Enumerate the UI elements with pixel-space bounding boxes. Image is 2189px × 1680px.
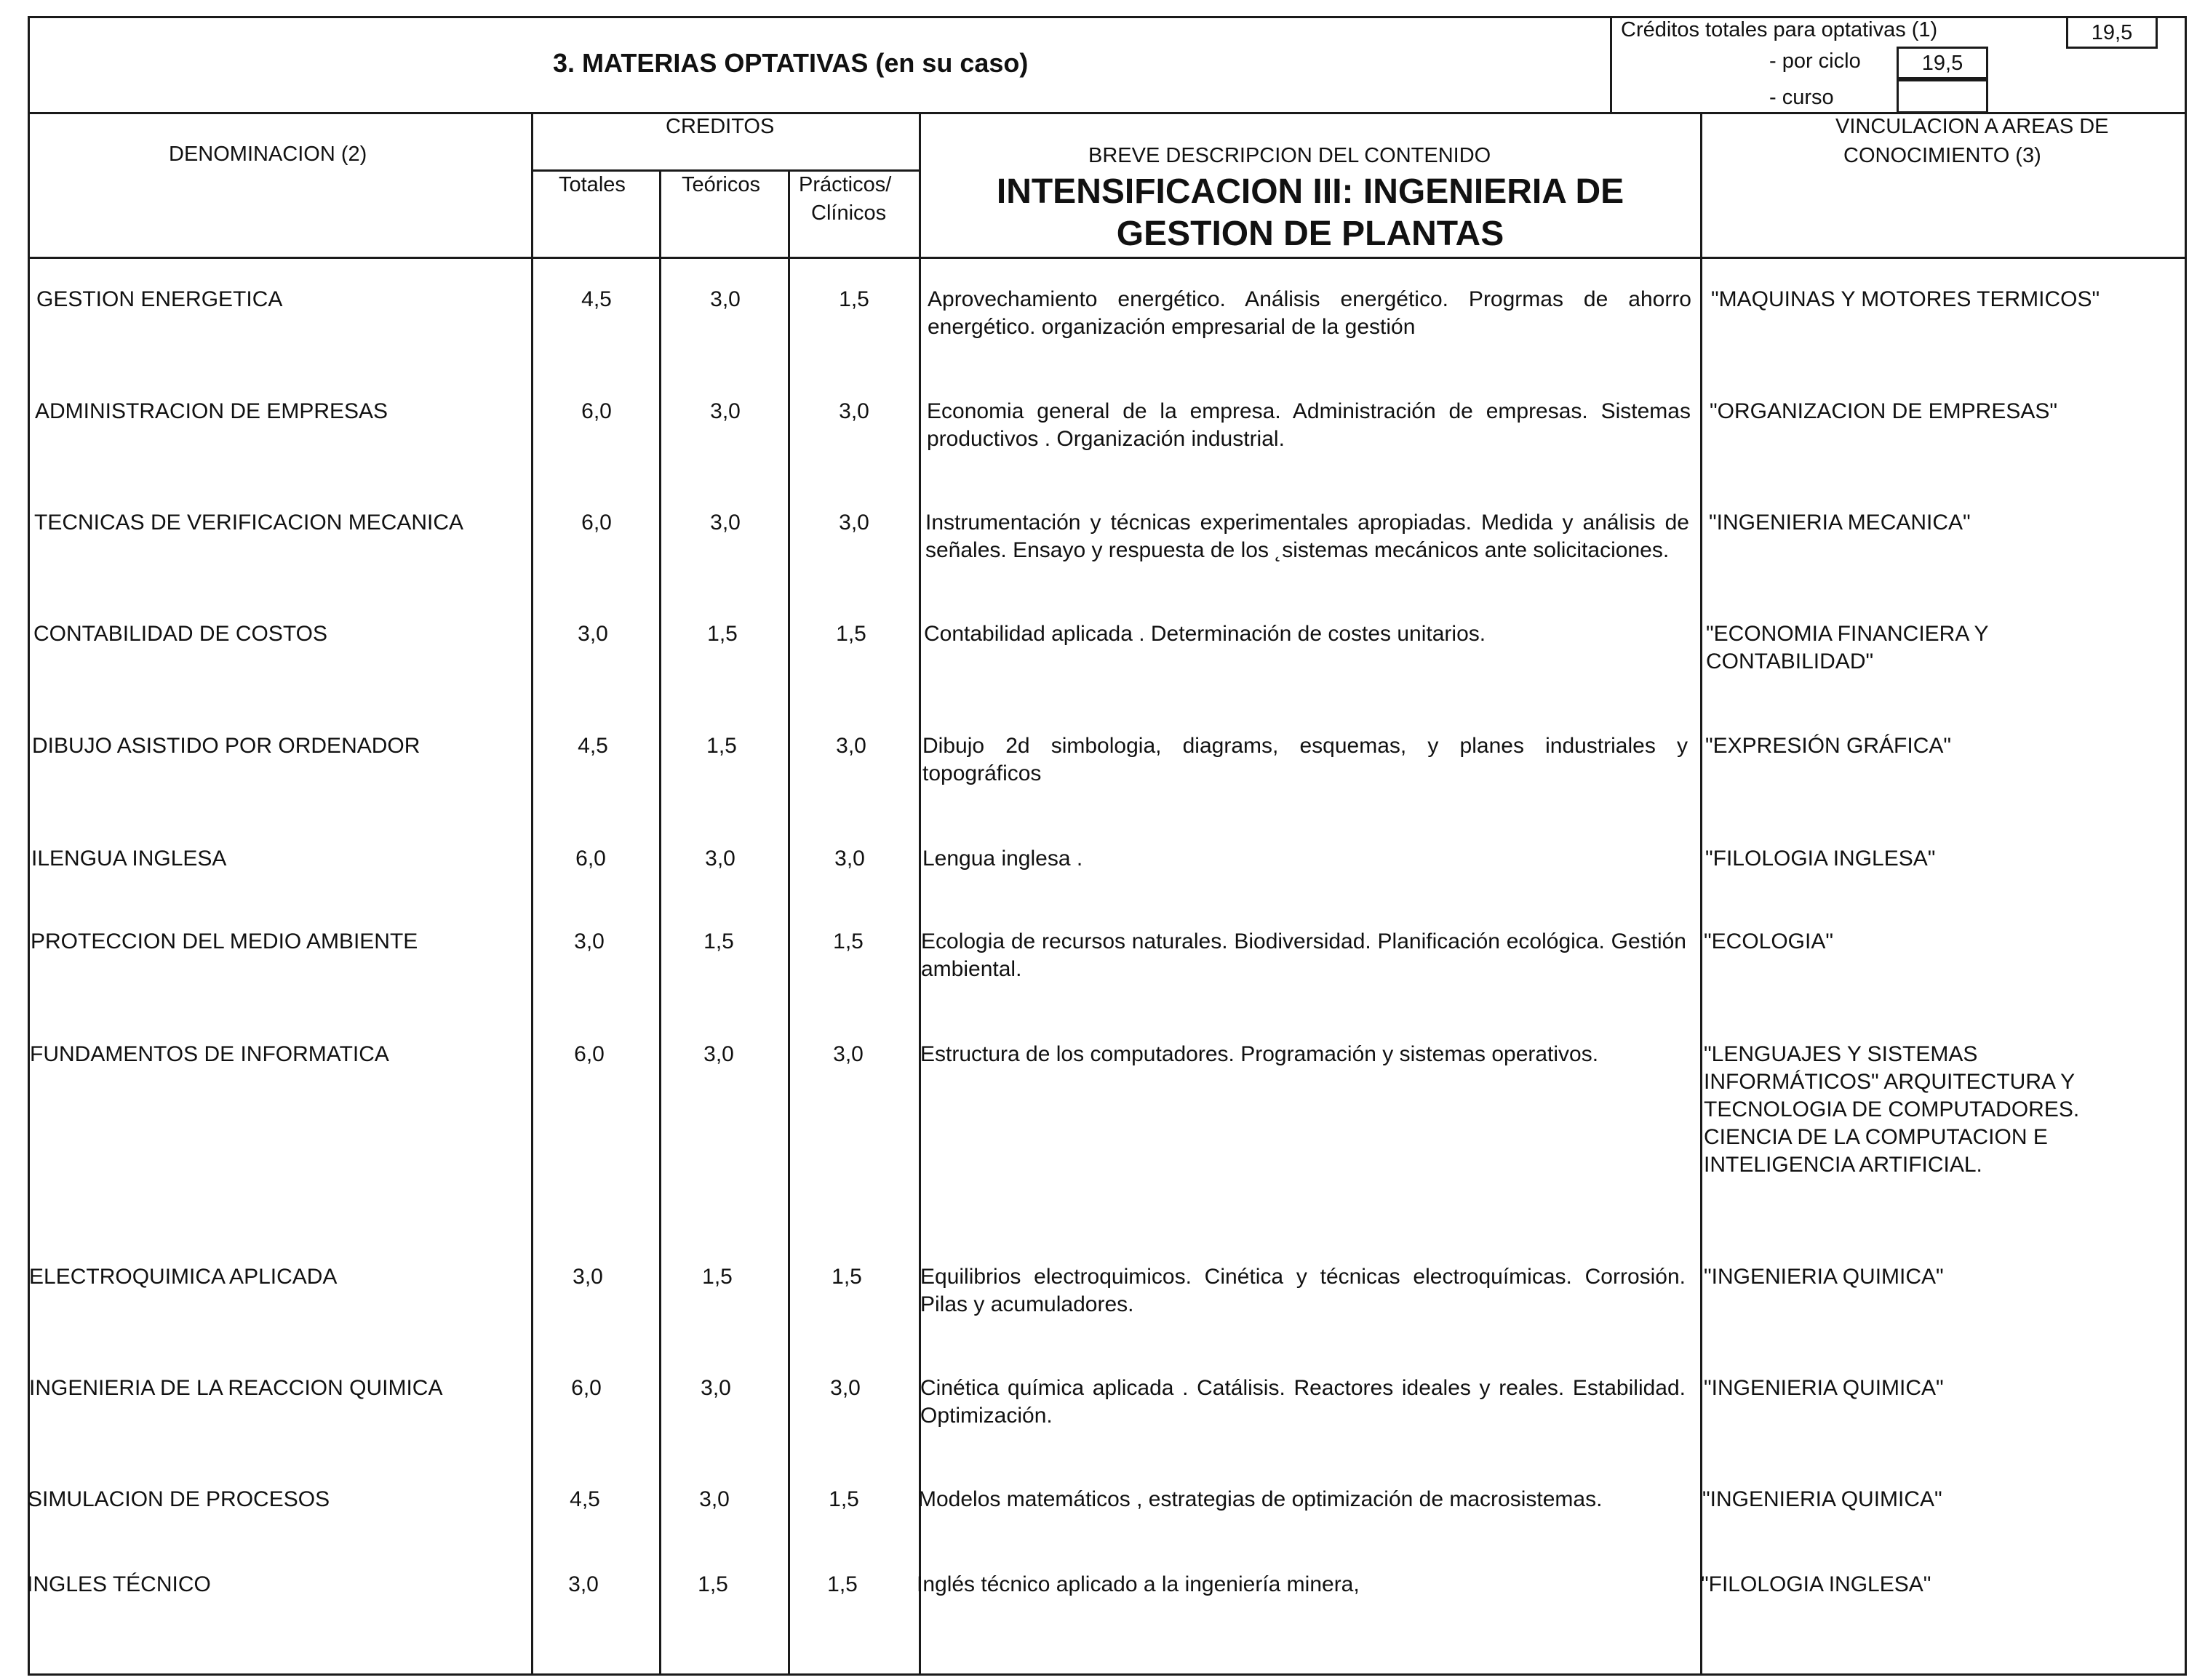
- credits-practicos: 1,5: [833, 929, 864, 953]
- header-vinculacion-2: CONOCIMIENTO (3): [1843, 144, 2041, 167]
- credits-practicos: 1,5: [836, 622, 866, 646]
- credits-totales: 3,0: [578, 622, 608, 646]
- credits-practicos: 3,0: [839, 399, 869, 423]
- credits-totales: 6,0: [575, 847, 606, 871]
- credits-teoricos: 3,0: [699, 1487, 730, 1511]
- col-line-descripcion: [919, 113, 921, 1676]
- course-name: FUNDAMENTOS DE INFORMATICA: [30, 1042, 389, 1066]
- credits-teoricos: 1,5: [707, 622, 738, 646]
- header-totales: Totales: [559, 173, 626, 196]
- credits-practicos: 1,5: [827, 1572, 858, 1596]
- course-name: INGLES TÉCNICO: [27, 1572, 211, 1596]
- knowledge-area: "INGENIERIA QUIMICA": [1704, 1376, 1944, 1400]
- header-teoricos: Teóricos: [682, 173, 760, 196]
- knowledge-area: "MAQUINAS Y MOTORES TERMICOS": [1711, 287, 2100, 311]
- col-line-teoricos: [659, 170, 661, 1676]
- credits-practicos: 1,5: [832, 1265, 862, 1289]
- credits-teoricos: 3,0: [710, 399, 741, 423]
- credits-practicos: 3,0: [833, 1042, 864, 1066]
- intensificacion-title-2: GESTION DE PLANTAS: [1116, 215, 1504, 253]
- credits-totales: 3,0: [574, 929, 605, 953]
- credits-teoricos: 1,5: [703, 929, 734, 953]
- knowledge-area: "ORGANIZACION DE EMPRESAS": [1710, 399, 2058, 423]
- credits-teoricos: 1,5: [706, 734, 737, 758]
- course-name: CONTABILIDAD DE COSTOS: [33, 622, 327, 646]
- course-name: GESTION ENERGETICA: [36, 287, 283, 311]
- curso-value: [1897, 79, 1988, 113]
- knowledge-area: "EXPRESIÓN GRÁFICA": [1705, 734, 1952, 758]
- section-title: 3. MATERIAS OPTATIVAS (en su caso): [553, 48, 1029, 78]
- credits-totales: 3,0: [568, 1572, 599, 1596]
- credits-box-divider: [1610, 16, 1612, 113]
- knowledge-area: "ECONOMIA FINANCIERA Y CONTABILIDAD": [1706, 622, 1988, 673]
- intensificacion-title-1: INTENSIFICACION III: INGENIERIA DE: [996, 172, 1624, 211]
- course-name: ELECTROQUIMICA APLICADA: [29, 1265, 338, 1289]
- col-line-practicos: [788, 170, 790, 1676]
- credits-total-value: 19,5: [2066, 16, 2158, 49]
- course-name: DIBUJO ASISTIDO POR ORDENADOR: [32, 734, 420, 758]
- credits-totales: 6,0: [581, 511, 612, 535]
- course-description: Lengua inglesa .: [922, 847, 1083, 871]
- credits-teoricos: 1,5: [698, 1572, 728, 1596]
- credits-totales: 4,5: [578, 734, 608, 758]
- course-description: Contabilidad aplicada . Determinación de costes unitarios.: [924, 622, 1486, 646]
- course-description: Cinética química aplicada . Catálisis. Reactores ideales y reales. Estabilidad. Optimización.: [920, 1376, 1686, 1428]
- credits-teoricos: 3,0: [705, 847, 735, 871]
- knowledge-area: "INGENIERIA QUIMICA": [1704, 1265, 1944, 1289]
- course-description: Dibujo 2d simbologia, diagrams, esquemas, y planes industriales y topográficos: [922, 734, 1688, 785]
- knowledge-area: "LENGUAJES Y SISTEMAS INFORMÁTICOS" ARQUITECTURA Y TECNOLOGIA DE COMPUTADORES. CIENCIA DE LA COMPUTACION E INTELIGENCIA ARTIFICIAL.: [1704, 1042, 2080, 1177]
- header-vinculacion-1: VINCULACION A AREAS DE: [1835, 115, 2109, 138]
- credits-totales: 6,0: [574, 1042, 605, 1066]
- creditos-sub-line: [531, 169, 920, 172]
- header-practicos-2: Clínicos: [811, 201, 887, 225]
- course-name: INGENIERIA DE LA REACCION QUIMICA: [29, 1376, 443, 1400]
- credits-practicos: 3,0: [836, 734, 866, 758]
- frame-left-line: [28, 16, 30, 1676]
- credits-practicos: 1,5: [829, 1487, 859, 1511]
- header-descripcion: BREVE DESCRIPCION DEL CONTENIDO: [1088, 144, 1491, 167]
- knowledge-area: "FILOLOGIA INGLESA": [1705, 847, 1936, 871]
- credits-teoricos: 3,0: [703, 1042, 734, 1066]
- credits-teoricos: 1,5: [702, 1265, 733, 1289]
- course-description: Modelos matemáticos , estrategias de optimización de macrosistemas.: [918, 1487, 1603, 1511]
- knowledge-area: "INGENIERIA QUIMICA": [1702, 1487, 1942, 1511]
- knowledge-area: "FILOLOGIA INGLESA": [1701, 1572, 1931, 1596]
- header-practicos-1: Prácticos/: [799, 173, 892, 196]
- course-name: SIMULACION DE PROCESOS: [28, 1487, 330, 1511]
- knowledge-area: "ECOLOGIA": [1704, 929, 1834, 953]
- course-description: Economia general de la empresa. Administración de empresas. Sistemas productivos . Organización industrial.: [927, 399, 1691, 451]
- course-name: ILENGUA INGLESA: [31, 847, 227, 871]
- credits-totales: 4,5: [581, 287, 612, 311]
- credits-practicos: 3,0: [834, 847, 865, 871]
- por-ciclo-value: 19,5: [1897, 47, 1988, 79]
- credits-totales: 6,0: [581, 399, 612, 423]
- credits-teoricos: 3,0: [710, 511, 741, 535]
- course-name: PROTECCION DEL MEDIO AMBIENTE: [31, 929, 418, 953]
- course-description: Aprovechamiento energético. Análisis energético. Progrmas de ahorro energético. organización empresarial de la gestión: [928, 287, 1691, 339]
- course-description: Inglés técnico aplicado a la ingeniería minera,: [917, 1572, 1360, 1596]
- course-name: ADMINISTRACION DE EMPRESAS: [35, 399, 388, 423]
- credits-practicos: 3,0: [839, 511, 869, 535]
- col-line-area: [1700, 113, 1702, 1676]
- credits-practicos: 1,5: [839, 287, 869, 311]
- credits-totales: 4,5: [570, 1487, 600, 1511]
- credits-teoricos: 3,0: [710, 287, 741, 311]
- title-row-line: [28, 112, 2187, 114]
- course-description: Ecologia de recursos naturales. Biodiversidad. Planificación ecológica. Gestión ambiental.: [921, 929, 1686, 981]
- credits-practicos: 3,0: [830, 1376, 861, 1400]
- col-line-creditos: [531, 113, 533, 1676]
- credits-totales: 6,0: [571, 1376, 602, 1400]
- por-ciclo-label: - por ciclo: [1769, 49, 1861, 73]
- frame-bottom-line: [28, 1673, 2187, 1676]
- credits-totales: 3,0: [573, 1265, 603, 1289]
- header-creditos: CREDITOS: [666, 115, 775, 138]
- curso-label: - curso: [1769, 86, 1834, 109]
- credits-total-label: Créditos totales para optativas (1): [1621, 18, 1938, 41]
- course-description: Instrumentación y técnicas experimentales apropiadas. Medida y análisis de señales. Ensayo y respuesta de los ˛sistemas mecánicos ante solicitaciones.: [925, 511, 1689, 562]
- credits-teoricos: 3,0: [701, 1376, 731, 1400]
- frame-right-line: [2185, 16, 2187, 1676]
- course-description: Estructura de los computadores. Programación y sistemas operativos.: [920, 1042, 1599, 1066]
- course-description: Equilibrios electroquimicos. Cinética y técnicas electroquímicas. Corrosión. Pilas y acumuladores.: [920, 1265, 1686, 1316]
- knowledge-area: "INGENIERIA MECANICA": [1709, 511, 1971, 535]
- header-denominacion: DENOMINACION (2): [169, 143, 367, 166]
- header-bottom-line: [28, 257, 2187, 259]
- course-name: TECNICAS DE VERIFICACION MECANICA: [34, 511, 464, 535]
